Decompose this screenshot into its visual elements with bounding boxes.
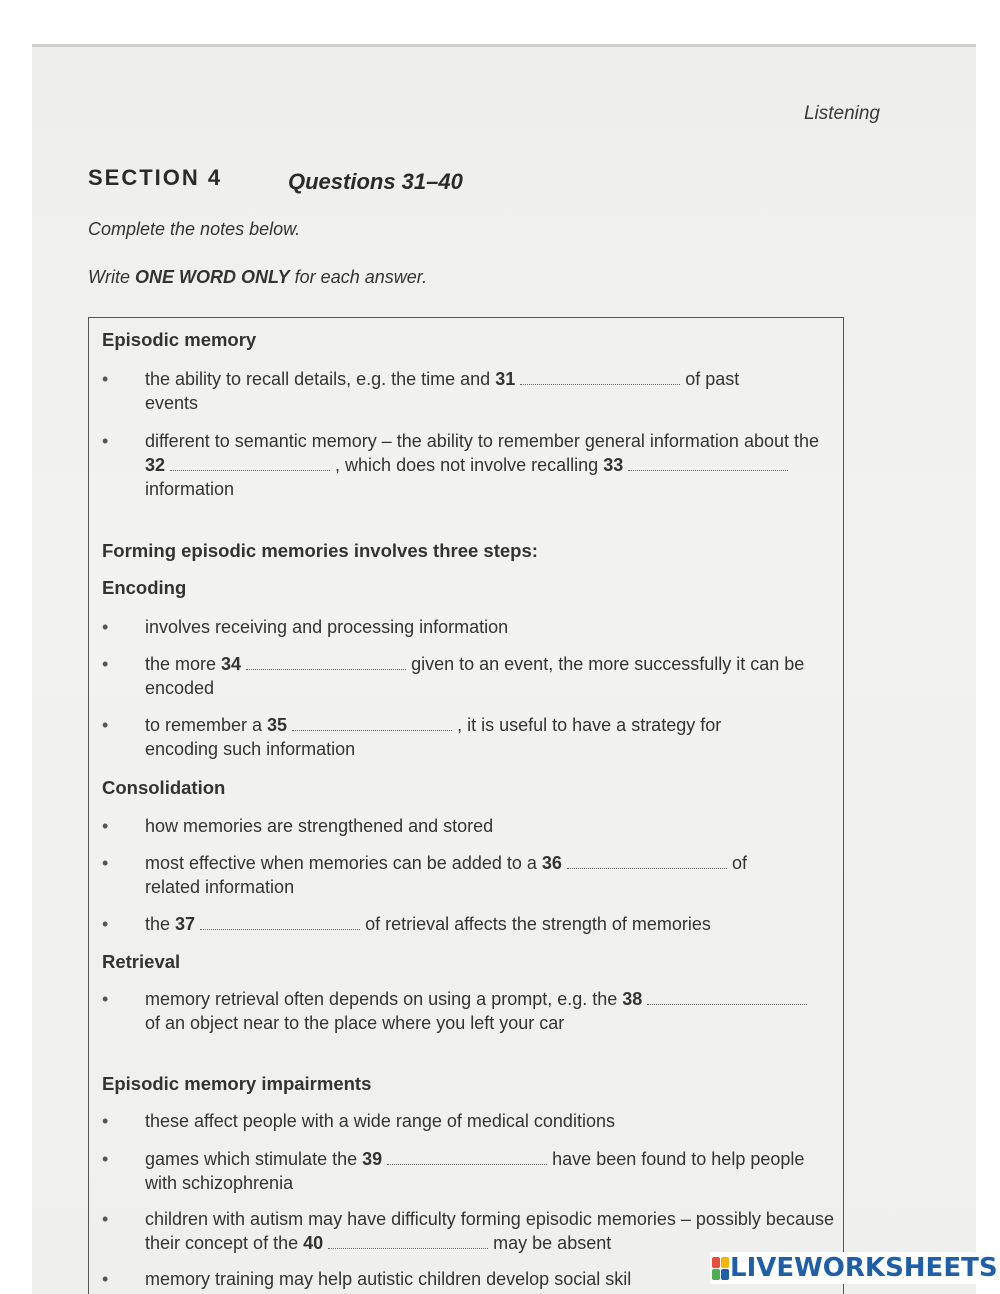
section-title: SECTION 4 <box>88 165 223 190</box>
heading-consolidation: Consolidation <box>102 777 226 798</box>
heading-encoding: Encoding <box>102 577 187 598</box>
answer-blank-33[interactable] <box>628 457 788 471</box>
logo-text: LIVEWORKSHEETS <box>730 1253 998 1283</box>
page-header: Listening <box>803 103 880 124</box>
bullet-icon: • <box>102 1149 109 1169</box>
logo-grid-icon <box>712 1257 728 1279</box>
bullet-icon: • <box>102 1269 109 1289</box>
bullet-icon: • <box>102 654 109 674</box>
bullet-icon: • <box>102 431 109 451</box>
bullet-icon: • <box>102 1209 109 1229</box>
answer-blank-32[interactable] <box>170 457 330 471</box>
bullet-icon: • <box>102 853 109 873</box>
heading-forming-memories: Forming episodic memories involves three steps: <box>102 540 538 561</box>
bullet-icon: • <box>102 369 109 389</box>
answer-blank-35[interactable] <box>292 717 452 731</box>
answer-blank-39[interactable] <box>387 1151 547 1165</box>
answer-blank-34[interactable] <box>246 656 406 670</box>
heading-impairments: Episodic memory impairments <box>102 1073 372 1094</box>
bullet-icon: • <box>102 1111 109 1131</box>
heading-retrieval: Retrieval <box>102 951 181 972</box>
liveworksheets-logo <box>710 1252 1000 1284</box>
bullet-icon: • <box>102 715 109 735</box>
bullet-icon: • <box>102 816 109 836</box>
instruction-word-limit: Write ONE WORD ONLY for each answer. <box>88 267 428 287</box>
answer-blank-37[interactable] <box>200 916 360 930</box>
bullet-icon: • <box>102 914 109 934</box>
section-questions: Questions 31–40 <box>288 169 463 194</box>
bullet-icon: • <box>102 617 109 637</box>
answer-blank-38[interactable] <box>647 991 807 1005</box>
answer-blank-36[interactable] <box>567 855 727 869</box>
answer-blank-31[interactable] <box>520 371 680 385</box>
instruction-complete: Complete the notes below. <box>88 219 301 239</box>
bullet-icon: • <box>102 989 109 1009</box>
heading-episodic-memory: Episodic memory <box>102 329 257 350</box>
answer-blank-40[interactable] <box>328 1235 488 1249</box>
worksheet-page: Listening SECTION 4 Questions 31–40 Complete the notes below. Write ONE WORD ONLY for each answer. Episodic memory • the ability to recall details, e.g. the time and 31 of past events • different to semantic memory – the ability to remember general information about the 32 , which does not involve recalling 33 information Forming episodic memories involves three steps: Encoding • involves receiving and processing information • the more 34 given to an event, the more successfully it can be encoded • to remember a 35 , it is useful to have a strategy for encoding such information Consolidation • how memories are strengthened and stored • most effective when memories can be added to a 36 of related information • the 37 of retrieval affects the strength of memories Retrieval • memory retrieval often depends on using a prompt, e.g. the 38 of an object near to the place where you left your car Episodic memory impairments • these affect people with a wide range of medical conditions • games which stimulate the 39 have been found to help people with schizophrenia • children with autism may have difficulty forming episodic memories – possibly because their concept of the 40 may be absent • memory training may help autistic children develop social skil <box>32 44 976 1294</box>
